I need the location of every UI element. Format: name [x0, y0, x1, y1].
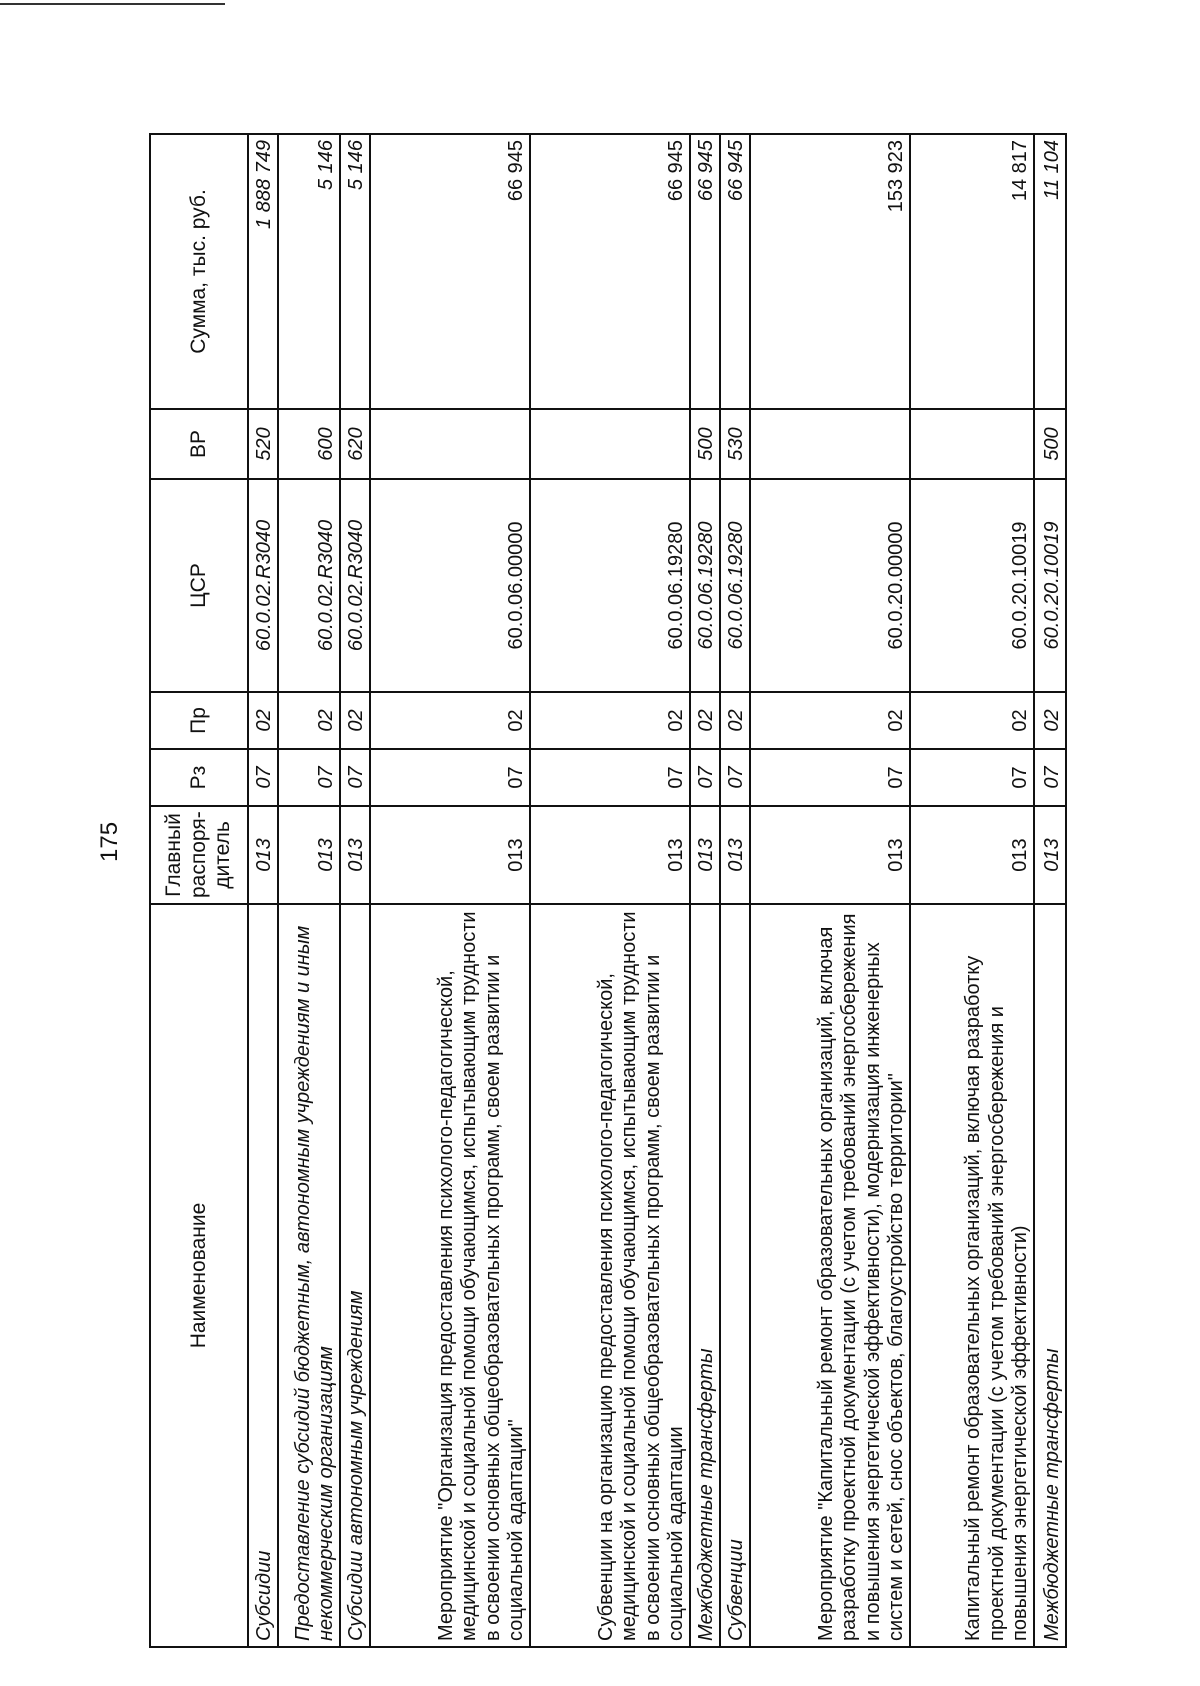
table-body [248, 134, 1066, 1647]
cell-rz: 07 [750, 749, 910, 806]
cell-sum: 1 888 749 [248, 134, 278, 409]
cell-csr: 60.0.20.10019 [1034, 479, 1066, 692]
cell-name: Субсидии автономным учреждениям [340, 904, 370, 1647]
table-row [720, 134, 750, 1647]
cell-vr: 520 [248, 409, 278, 479]
header-name: Наименование [150, 904, 248, 1647]
cell-csr: 60.0.02.R3040 [248, 479, 278, 692]
cell-pr: 02 [910, 692, 1034, 749]
cell-sum: 11 104 [1034, 134, 1066, 409]
cell-gl-raspor: 013 [1034, 806, 1066, 904]
cell-csr: 60.0.06.19280 [720, 479, 750, 692]
cell-rz: 07 [910, 749, 1034, 806]
cell-vr [530, 409, 690, 479]
cell-pr: 02 [530, 692, 690, 749]
cell-sum: 66 945 [720, 134, 750, 409]
rotated-table-wrapper [149, 135, 1064, 1648]
top-edge-line [0, 3, 225, 5]
cell-name: Капитальный ремонт образовательных организаций, включая разработку проектной документации (с учетом требований энергосбережения и повышения энергетической эффективности) [910, 904, 1034, 1647]
cell-gl-raspor: 013 [530, 806, 690, 904]
cell-name: Предоставление субсидий бюджетным, автономным учреждениям и иным некоммерческим организациям [278, 904, 340, 1647]
cell-pr: 02 [278, 692, 340, 749]
cell-sum: 153 923 [750, 134, 910, 409]
cell-pr: 02 [690, 692, 720, 749]
cell-name: Субвенции на организацию предоставления психолого-педагогической, медицинской и социальной помощи обучающимся, испытывающим трудности в освоении основных общеобразовательных программ, своем развитии и социальной адаптации [530, 904, 690, 1647]
cell-gl-raspor: 013 [750, 806, 910, 904]
cell-gl-raspor: 013 [690, 806, 720, 904]
cell-rz: 07 [1034, 749, 1066, 806]
header-csr: ЦСР [150, 479, 248, 692]
cell-rz: 07 [720, 749, 750, 806]
cell-sum: 5 146 [340, 134, 370, 409]
cell-rz: 07 [340, 749, 370, 806]
cell-pr: 02 [340, 692, 370, 749]
table-row [690, 134, 720, 1647]
cell-csr: 60.0.02.R3040 [340, 479, 370, 692]
header-gl-raspor: Главный распоря-дитель [150, 806, 248, 904]
cell-rz: 07 [278, 749, 340, 806]
cell-sum: 66 945 [370, 134, 530, 409]
cell-pr: 02 [1034, 692, 1066, 749]
table-row [278, 134, 340, 1647]
cell-vr: 620 [340, 409, 370, 479]
cell-csr: 60.0.20.00000 [750, 479, 910, 692]
cell-gl-raspor: 013 [910, 806, 1034, 904]
table-row [530, 134, 690, 1647]
cell-name: Межбюджетные трансферты [1034, 904, 1066, 1647]
cell-name: Мероприятие "Капитальный ремонт образовательных организаций, включая разработку проектной документации (с учетом требований энергосбережения и повышения энергетической эффективности), модернизация инженерных систем и сетей, снос объектов, благоустройство территории" [750, 904, 910, 1647]
table-row [370, 134, 530, 1647]
cell-vr [750, 409, 910, 479]
header-rz: Рз [150, 749, 248, 806]
table-row [340, 134, 370, 1647]
cell-csr: 60.0.06.19280 [690, 479, 720, 692]
cell-sum: 5 146 [278, 134, 340, 409]
cell-rz: 07 [530, 749, 690, 806]
header-vr: ВР [150, 409, 248, 479]
cell-vr [910, 409, 1034, 479]
cell-gl-raspor: 013 [370, 806, 530, 904]
table-header-row [150, 134, 248, 1647]
cell-rz: 07 [248, 749, 278, 806]
cell-vr: 530 [720, 409, 750, 479]
table-row [910, 134, 1034, 1647]
cell-name: Субвенции [720, 904, 750, 1647]
table-row [1034, 134, 1066, 1647]
cell-vr [370, 409, 530, 479]
table-row [750, 134, 910, 1647]
cell-sum: 66 945 [690, 134, 720, 409]
cell-csr: 60.0.06.19280 [530, 479, 690, 692]
cell-csr: 60.0.06.00000 [370, 479, 530, 692]
cell-gl-raspor: 013 [248, 806, 278, 904]
cell-csr: 60.0.20.10019 [910, 479, 1034, 692]
cell-csr: 60.0.02.R3040 [278, 479, 340, 692]
cell-gl-raspor: 013 [278, 806, 340, 904]
header-sum: Сумма, тыс. руб. [150, 134, 248, 409]
cell-name: Мероприятие "Организация предоставления психолого-педагогической, медицинской и социальной помощи обучающимся, испытывающим трудности в освоении основных общеобразовательных программ, своем развитии и социальной адаптации" [370, 904, 530, 1647]
cell-pr: 02 [248, 692, 278, 749]
cell-vr: 600 [278, 409, 340, 479]
cell-vr: 500 [1034, 409, 1066, 479]
cell-gl-raspor: 013 [720, 806, 750, 904]
cell-gl-raspor: 013 [340, 806, 370, 904]
cell-sum: 14 817 [910, 134, 1034, 409]
cell-name: Межбюджетные трансферты [690, 904, 720, 1647]
cell-pr: 02 [720, 692, 750, 749]
header-pr: Пр [150, 692, 248, 749]
cell-pr: 02 [750, 692, 910, 749]
page-number: 175 [96, 821, 123, 862]
budget-table [149, 133, 1067, 1648]
cell-pr: 02 [370, 692, 530, 749]
cell-vr: 500 [690, 409, 720, 479]
cell-sum: 66 945 [530, 134, 690, 409]
cell-name: Субсидии [248, 904, 278, 1647]
cell-rz: 07 [370, 749, 530, 806]
table-row [248, 134, 278, 1647]
cell-rz: 07 [690, 749, 720, 806]
